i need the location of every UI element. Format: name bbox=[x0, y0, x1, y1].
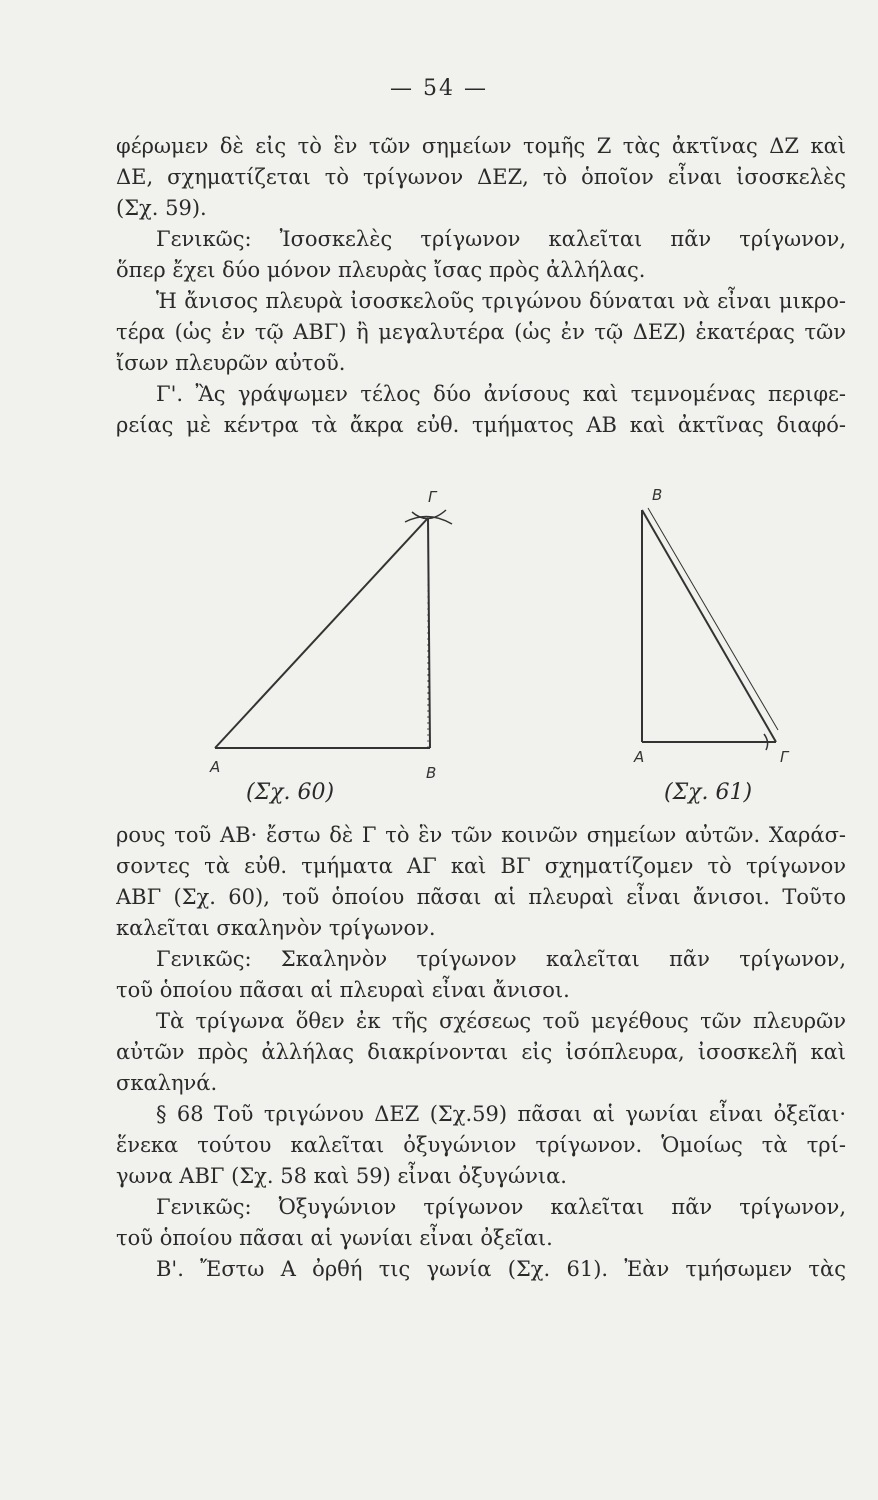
label-b: Β bbox=[426, 764, 437, 782]
text-block-top bbox=[116, 131, 846, 441]
label-top-b: Β bbox=[652, 486, 663, 504]
page-number: — 54 — bbox=[390, 76, 488, 101]
label-apex-g: Γ bbox=[428, 488, 437, 506]
caption-fig61: (Σχ. 61) bbox=[664, 780, 753, 805]
text-line: ἕνεκα τούτου καλεῖται ὀξυγώνιον τρίγωνον. Ὁμοίως τὰ τρί- bbox=[116, 1133, 846, 1157]
text-line: ρείας μὲ κέντρα τὰ ἄκρα εὐθ. τμήματος ΑΒ καὶ ἀκτῖνας διαφό- bbox=[116, 413, 846, 437]
text-line: καλεῖται σκαληνὸν τρίγωνον. bbox=[116, 916, 436, 940]
text-line: ΔΕ, σχηματίζεται τὸ τρίγωνον ΔΕΖ, τὸ ὁποῖον εἶναι ἰσοσκελὲς bbox=[116, 165, 846, 189]
text-line: αὐτῶν πρὸς ἀλλήλας διακρίνονται εἰς ἰσόπλευρα, ἰσοσκελῆ καὶ bbox=[116, 1040, 846, 1064]
text-line: γωνα ΑΒΓ (Σχ. 58 καὶ 59) εἶναι ὀξυγώνια. bbox=[116, 1164, 567, 1188]
figure-diagrams bbox=[0, 480, 878, 825]
label-left-a: Α bbox=[634, 748, 645, 766]
definition-line: Γενικῶς: Ὀξυγώνιον τρίγωνον καλεῖται πᾶν τρίγωνον, bbox=[156, 1195, 846, 1219]
text-line: ρους τοῦ ΑΒ· ἔστω δὲ Γ τὸ ἓν τῶν κοινῶν σημείων αὐτῶν. Χαράσ- bbox=[116, 823, 846, 847]
figure-61 bbox=[642, 508, 778, 750]
side-bg-hypotenuse bbox=[642, 510, 776, 742]
text-line: ὅπερ ἔχει δύο μόνον πλευρὰς ἴσας πρὸς ἀλλήλας. bbox=[116, 258, 646, 282]
text-block-bottom bbox=[116, 820, 846, 1285]
text-line: σκαληνά. bbox=[116, 1071, 218, 1095]
text-line: τοῦ ὁποίου πᾶσαι αἱ γωνίαι εἶναι ὀξεῖαι. bbox=[116, 1226, 553, 1250]
side-ag bbox=[215, 518, 428, 748]
text-line: Ἡ ἄνισος πλευρὰ ἰσοσκελοῦς τριγώνου δύναται νὰ εἶναι μικρο- bbox=[156, 289, 846, 313]
figure-60 bbox=[215, 510, 452, 748]
text-line: Γ'. Ἂς γράψωμεν τέλος δύο ἀνίσους καὶ τεμνομένας περιφε- bbox=[156, 382, 846, 406]
label-right-g: Γ bbox=[780, 748, 789, 766]
definition-line: Γενικῶς: Ἰσοσκελὲς τρίγωνον καλεῖται πᾶν τρίγωνον, bbox=[156, 227, 846, 251]
label-a: Α bbox=[210, 758, 221, 776]
text-line: ἴσων πλευρῶν αὐτοῦ. bbox=[116, 351, 346, 375]
text-line: τέρα (ὡς ἐν τῷ ΑΒΓ) ἢ μεγαλυτέρα (ὡς ἐν τῷ ΔΕΖ) ἑκατέρας τῶν bbox=[116, 320, 846, 344]
figures-area bbox=[0, 480, 878, 825]
text-line: Β'. Ἔστω Α ὀρθή τις γωνία (Σχ. 61). Ἐὰν τμήσωμεν τὰς bbox=[156, 1257, 846, 1281]
text-line: φέρωμεν δὲ εἰς τὸ ἓν τῶν σημείων τομῆς Ζ τὰς ἀκτῖνας ΔΖ καὶ bbox=[116, 134, 846, 158]
text-line: ΑΒΓ (Σχ. 60), τοῦ ὁποίου πᾶσαι αἱ πλευραὶ εἶναι ἄνισοι. Τοῦτο bbox=[116, 885, 846, 909]
text-line: τοῦ ὁποίου πᾶσαι αἱ πλευραὶ εἶναι ἄνισοι. bbox=[116, 978, 570, 1002]
text-line: σοντες τὰ εὐθ. τμήματα ΑΓ καὶ ΒΓ σχηματίζομεν τὸ τρίγωνον bbox=[116, 854, 846, 878]
section-line: § 68 Τοῦ τριγώνου ΔΕΖ (Σχ.59) πᾶσαι αἱ γωνίαι εἶναι ὀξεῖαι· bbox=[156, 1102, 846, 1126]
caption-fig60: (Σχ. 60) bbox=[246, 780, 335, 805]
hypotenuse-trace bbox=[648, 508, 778, 730]
definition-line: Γενικῶς: Σκαληνὸν τρίγωνον καλεῖται πᾶν τρίγωνον, bbox=[156, 947, 846, 971]
text-line: Τὰ τρίγωνα ὅθεν ἐκ τῆς σχέσεως τοῦ μεγέθους τῶν πλευρῶν bbox=[156, 1009, 846, 1033]
text-line: (Σχ. 59). bbox=[116, 196, 207, 220]
